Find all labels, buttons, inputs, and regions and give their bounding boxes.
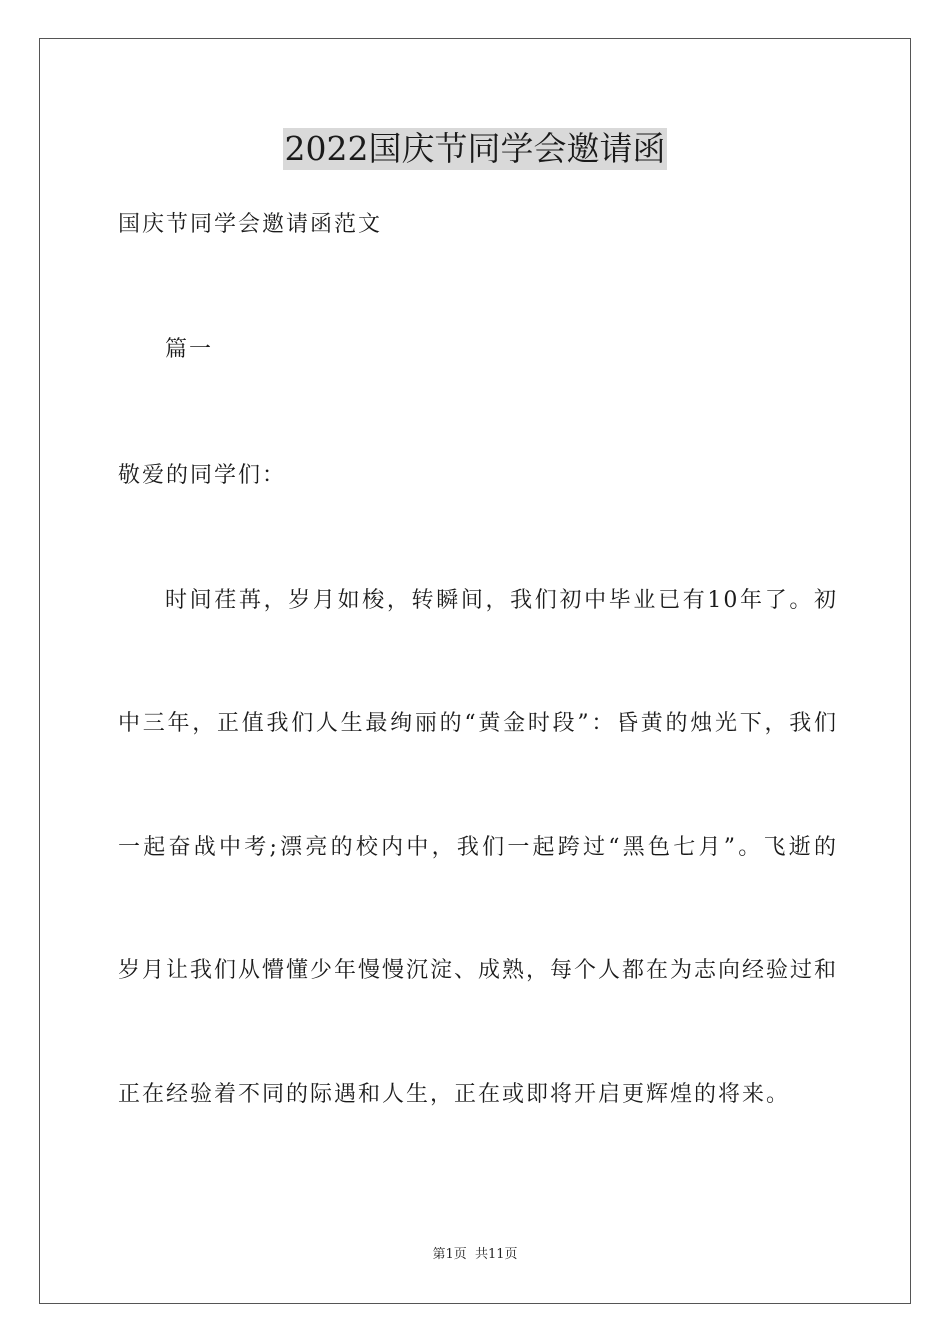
page-total: 共11页 [474, 1247, 518, 1262]
body-line: 中三年，正值我们人生最绚丽的“黄金时段”：昏黄的烛光下，我们 [118, 711, 838, 736]
body-line: 一起奋战中考;漂亮的校内中，我们一起跨过“黑色七月”。飞逝的 [118, 835, 838, 860]
body-line: 正在经验着不同的际遇和人生，正在或即将开启更辉煌的将来。 [118, 1082, 791, 1107]
salutation: 敬爱的同学们： [118, 463, 287, 488]
document-subtitle: 国庆节同学会邀请函范文 [118, 212, 383, 237]
page-number: 第1页 [432, 1247, 467, 1262]
body-line: 岁月让我们从懵懂少年慢慢沉淀、成熟，每个人都在为志向经验过和 [118, 958, 839, 983]
body-line: 时间荏苒，岁月如梭，转瞬间，我们初中毕业已有10年了。初 [165, 588, 838, 613]
title-container [0, 128, 950, 170]
page-footer [0, 1246, 950, 1264]
document-title: 2022国庆节同学会邀请函 [284, 129, 666, 168]
section-heading: 篇一 [165, 337, 214, 362]
